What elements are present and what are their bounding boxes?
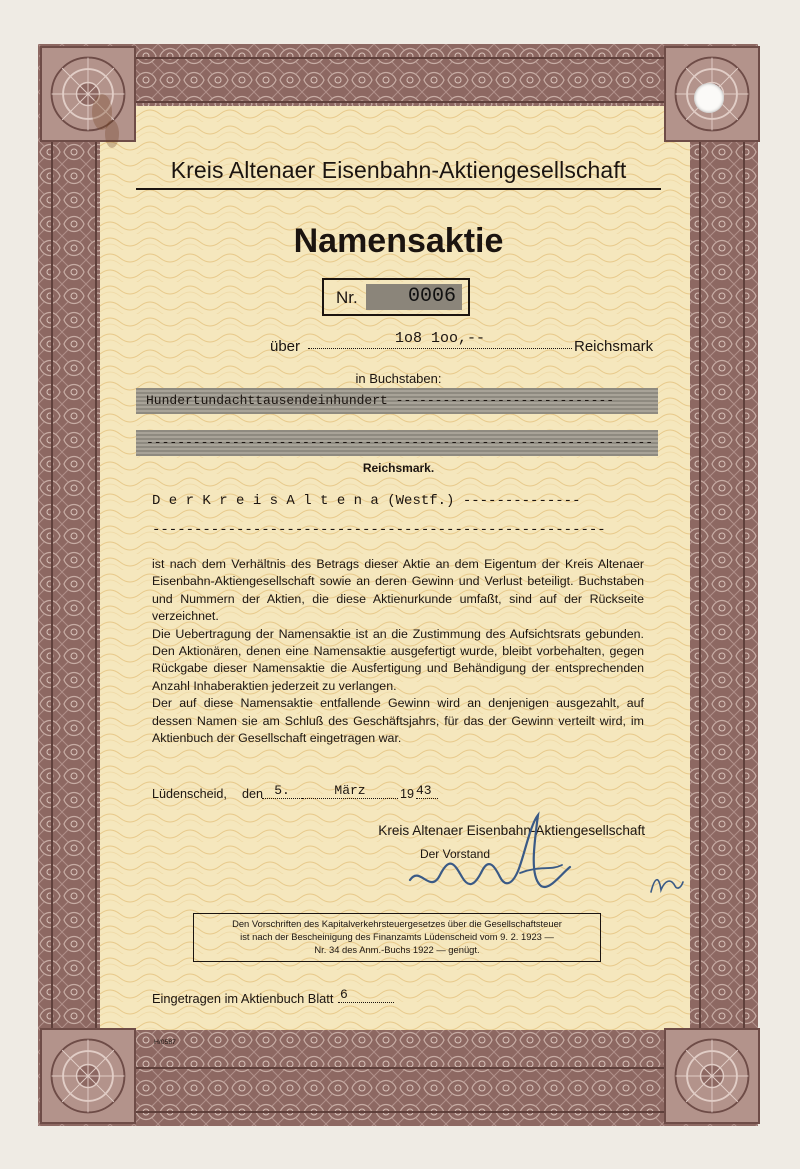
document-title: Namensaktie: [293, 222, 504, 260]
currency-label: Reichsmark.: [362, 461, 435, 475]
terms-paragraph: ist nach dem Verhältnis des Betrags dieser Aktie an dem Eigentum der Kreis Altenaer Eisenbahn-Aktiengesellschaft sowie an deren Gewinn und Verlust beteiligt. Buchstaben und Nummern der Aktien, die diese Aktienurkunde umfaßt, sind auf der Rückseite verzeichnet.: [152, 557, 644, 624]
holder-name: D e r K r e i s A l t e n a (Westf.) --------------: [152, 493, 581, 509]
tax-notice-line: Den Vorschriften des Kapitalverkehrsteuergesetzes über die Gesellschaftsteuer: [232, 918, 562, 929]
print-code: H/0587: [154, 1039, 176, 1046]
tax-notice-line: ist nach der Bescheinigung des Finanzamts Lüdenscheid vom 9. 2. 1923 —: [240, 931, 554, 943]
amount-value: 1o8 1oo,--: [308, 330, 572, 349]
certificate-number-box: [322, 278, 470, 316]
amount-label: über: [270, 338, 301, 355]
date-den: den: [242, 787, 264, 801]
issue-century: 19: [400, 787, 415, 801]
company-title: Kreis Altenaer Eisenbahn-Aktiengesellschaft: [170, 157, 627, 183]
tax-notice-line: Nr. 34 des Anm.-Buchs 1922 — genügt.: [314, 944, 480, 956]
issue-year: 43: [416, 783, 438, 799]
signature: [400, 805, 580, 915]
terms-paragraph: Der auf diese Namensaktie entfallende Gewinn wird an denjenigen ausgezahlt, auf dessen Namen sie am Schluß des Geschäftsjahrs, für das der Gewinn verteilt wird, im Aktienbuch der Gesellschaft eingetragen war.: [152, 696, 644, 746]
punch-hole: [694, 83, 724, 113]
issue-day: 5.: [262, 783, 302, 799]
amount-words-band: [136, 388, 658, 414]
issuer-name: Kreis Altenaer Eisenbahn-Aktiengesellschaft: [378, 823, 645, 838]
terms-paragraph: Die Uebertragung der Namensaktie ist an die Zustimmung des Aufsichtsrats gebunden. Den Aktionären, denen eine Namensaktie ausgefertigt wurde, bleibt vorbehalten, gegen Rückgabe dieser Namensaktie die Ausfertigung und Behändigung der entsprechenden Anzahl Inhaberaktien jederzeit zu verlangen.: [152, 626, 644, 693]
register-sheet: 6: [338, 987, 394, 1003]
title-divider: [136, 188, 661, 190]
initial-mark: [645, 868, 685, 898]
corner-rosette-icon: [664, 1028, 760, 1124]
terms-text: [152, 556, 644, 747]
issue-month: März: [302, 783, 398, 799]
amount-unit: Reichsmark: [574, 338, 654, 355]
register-label: Eingetragen im Aktienbuch Blatt: [152, 991, 334, 1006]
amount-words-band-2: [136, 430, 658, 456]
tax-notice-box: [193, 913, 601, 962]
amount-words: Hundertundachttausendeinhundert ----------------------------: [146, 393, 615, 408]
number-prefix: Nr.: [336, 288, 358, 307]
certificate-number: 0006: [366, 284, 462, 310]
in-letters-label: in Buchstaben:: [355, 371, 442, 386]
amount-words-line-2: -----------------------------------------------------------------: [146, 435, 654, 450]
rust-stain: [82, 82, 138, 162]
holder-filler: ------------------------------------------------------: [152, 522, 606, 538]
issue-place: Lüdenscheid,: [152, 787, 227, 801]
corner-rosette-icon: [40, 1028, 136, 1124]
board-label: Der Vorstand: [419, 847, 491, 861]
